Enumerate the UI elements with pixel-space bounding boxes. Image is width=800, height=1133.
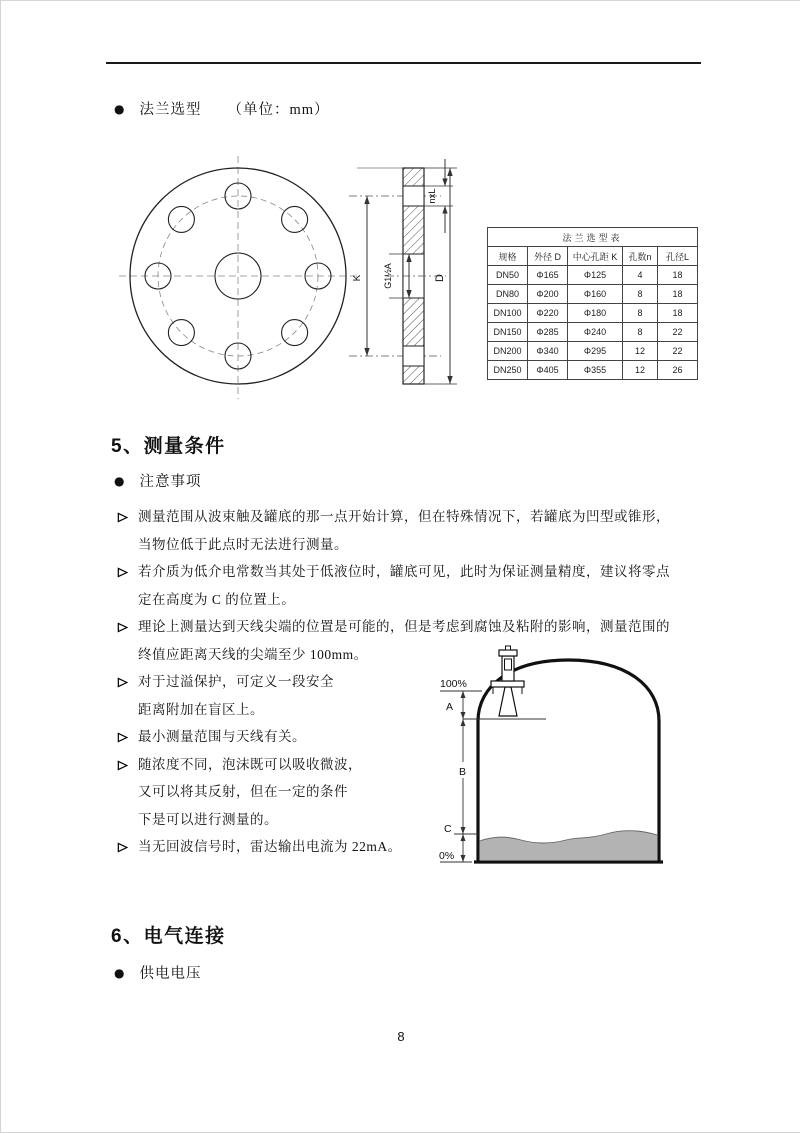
k-dimension-label: K [352,274,363,282]
table-cell: 12 [623,342,658,361]
table-cell: Φ125 [568,266,623,285]
note-text: 当无回波信号时，雷达输出电流为 22mA。 [138,839,402,854]
note-text: 最小测量范围与天线有关。 [138,729,306,744]
table-cell: Φ200 [528,285,568,304]
bullet-dot-icon: ● [114,101,126,116]
column-header: 规格 [488,247,528,266]
note-text: 测量范围从波束触及罐底的那一点开始计算，但在特殊情况下，若罐底为凹型或锥形， 当物位低于此点时无法进行测量。 [138,509,670,552]
table-cell: Φ355 [568,361,623,380]
table-row [488,266,698,285]
table-cell: 18 [658,266,698,285]
table-cell: Φ285 [528,323,568,342]
table-cell: DN200 [488,342,528,361]
table-cell: Φ165 [528,266,568,285]
table-cell: Φ295 [568,342,623,361]
note-text: 随浓度不同，泡沫既可以吸收微波， 又可以将其反射，但在一定的条件 下是可以进行测量的。 [138,756,362,827]
label-0-percent: 0% [439,850,455,862]
unit-label: （单位：mm） [227,102,330,118]
section5-title: 5、测量条件 [111,436,226,457]
arrow-bullet-icon [117,621,129,637]
radar-sensor-icon [491,646,524,716]
arrow-bullet-icon [117,566,129,582]
column-header: 外径 D [528,247,568,266]
subsection-label: 供电电压 [139,966,202,982]
column-header: 孔径L [658,247,698,266]
note-text: 对于过溢保护，可定义一段安全 距离附加在盲区上。 [138,674,334,717]
list-item [117,558,717,613]
nxl-dimension-label: nxL [427,188,438,204]
table-cell: 8 [623,323,658,342]
table-cell: 26 [658,361,698,380]
label-a: A [446,701,454,713]
table-cell: Φ220 [528,304,568,323]
label-b: B [459,766,467,778]
table-cell: Φ340 [528,342,568,361]
flange-table-header-row [488,247,698,266]
table-cell: 12 [623,361,658,380]
arrow-bullet-icon [117,676,129,692]
arrow-bullet-icon [117,731,129,747]
arrow-bullet-icon [117,511,129,527]
column-header: 孔数n [623,247,658,266]
table-cell: 18 [658,304,698,323]
label-c: C [444,823,452,835]
k-dimension [349,196,441,356]
table-row [488,323,698,342]
list-item [117,503,717,558]
arrow-bullet-icon [117,759,129,775]
section5-subsection [114,470,201,491]
nxl-dimension [424,159,453,233]
table-cell: DN50 [488,266,528,285]
table-cell: Φ240 [568,323,623,342]
table-cell: Φ160 [568,285,623,304]
table-cell: 22 [658,323,698,342]
subsection-label: 注意事项 [139,474,202,490]
table-row [488,285,698,304]
table-title: 法兰选型表 [488,228,698,247]
note-text: 理论上测量达到天线尖端的位置是可能的，但是考虑到腐蚀及粘附的影响，测量范围的 终值应距离天线的尖端至少 100mm。 [138,619,670,662]
flange-front-view [119,156,359,399]
page-number: 8 [397,1029,405,1044]
column-header: 中心孔距 K [568,247,623,266]
section6-title: 6、电气连接 [111,926,226,947]
flange-section-heading [114,98,330,119]
table-cell: 4 [623,266,658,285]
arrow-bullet-icon [117,841,129,857]
note-text: 若介质为低介电常数当其处于低液位时，罐底可见，此时为保证测量精度，建议将零点 定在高度为 C 的位置上。 [138,564,670,607]
flange-table [487,227,698,380]
table-cell: DN80 [488,285,528,304]
table-cell: DN150 [488,323,528,342]
bullet-dot-icon: ● [114,473,126,488]
flange-drawing [101,141,481,421]
table-row [488,361,698,380]
table-cell: 22 [658,342,698,361]
table-cell: 18 [658,285,698,304]
table-cell: 8 [623,285,658,304]
thread-dimension-label: G1½A [383,263,393,289]
table-cell: DN250 [488,361,528,380]
section6-subsection [114,962,201,983]
table-row [488,342,698,361]
tank-diagram [426,636,676,868]
flange-table-body [488,266,698,380]
table-row [488,304,698,323]
table-cell: DN100 [488,304,528,323]
d-dimension-label: D [434,274,446,282]
table-cell: 8 [623,304,658,323]
header-rule [106,62,701,64]
bullet-dot-icon: ● [114,965,126,980]
liquid-fill [480,831,658,860]
flange-heading-label: 法兰选型 [139,102,202,118]
label-100-percent: 100% [440,678,467,690]
level-dimension-chain [439,678,546,862]
table-cell: Φ180 [568,304,623,323]
table-cell: Φ405 [528,361,568,380]
